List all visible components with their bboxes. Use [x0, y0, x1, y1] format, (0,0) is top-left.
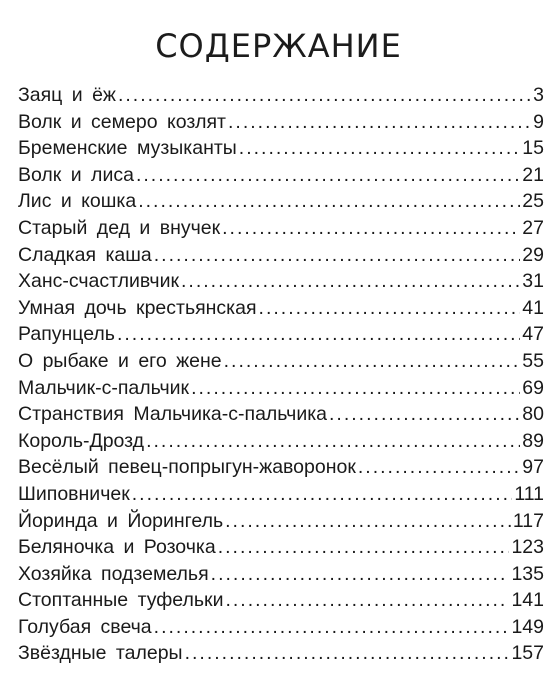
toc-entry-page: 149 [511, 615, 544, 638]
toc-entry [18, 428, 544, 455]
dot-leader [259, 295, 521, 322]
toc-entry-page: 123 [511, 536, 544, 559]
dot-leader [181, 268, 520, 295]
page-title: СОДЕРЖАНИЕ [155, 27, 402, 66]
toc-entry-title: Лис и кошка [18, 190, 137, 213]
toc-entry-page: 141 [511, 589, 544, 612]
dot-leader [132, 481, 513, 508]
toc-entry [18, 82, 544, 109]
toc-entry-title: Звёздные талеры [18, 642, 183, 665]
toc-entry-page: 3 [533, 84, 544, 106]
toc-entry [18, 508, 544, 535]
toc-entry-title: Голубая свеча [18, 615, 152, 638]
dot-leader [154, 614, 510, 641]
toc-entry [18, 242, 544, 269]
dot-leader [228, 109, 531, 136]
toc-entry-page: 41 [522, 296, 544, 319]
toc-entry-title: Заяц и ёж [18, 84, 116, 106]
toc-entry [18, 640, 544, 667]
dot-leader [118, 82, 531, 109]
toc-entry-title: Хозяйка подземелья [18, 562, 209, 585]
toc-entry-title: Бременские музыканты [18, 137, 237, 160]
toc-entry-title: Король-Дрозд [18, 429, 145, 452]
toc-entry-page: 111 [514, 482, 544, 505]
toc-entry-page: 117 [512, 509, 544, 532]
toc-entry-page: 27 [522, 216, 544, 239]
toc-entry-title: О рыбаке и его жене [18, 349, 222, 372]
toc-entry-title: Рапунцель [18, 323, 115, 346]
toc-entry-title: Волк и лиса [18, 163, 134, 186]
toc-entry-page: 89 [522, 429, 544, 452]
toc-entry [18, 135, 544, 162]
dot-leader [138, 188, 520, 215]
dot-leader [222, 215, 520, 242]
toc-entry [18, 162, 544, 189]
toc-entry-page: 55 [522, 349, 544, 372]
dot-leader [185, 640, 510, 667]
toc-entry [18, 109, 544, 136]
toc-entry [18, 348, 544, 375]
toc-entry [18, 268, 544, 295]
toc-entry-title: Йоринда и Йорингель [18, 509, 224, 532]
toc-entry-title: Мальчик-с-пальчик [18, 376, 190, 399]
toc-entry-title: Весёлый певец-попрыгун-жаворонок [18, 456, 356, 479]
toc-entry [18, 375, 544, 402]
toc-entry-title: Умная дочь крестьянская [18, 296, 257, 319]
toc-entry-page: 135 [511, 562, 544, 585]
toc-entry-title: Ханс-счастливчик [18, 270, 179, 293]
toc-entry-page: 69 [522, 376, 544, 399]
toc-entry-title: Странствия Мальчика-с-пальчика [18, 403, 328, 426]
toc-entry-title: Старый дед и внучек [18, 216, 221, 239]
dot-leader [225, 587, 509, 614]
toc-entry [18, 481, 544, 508]
dot-leader [225, 508, 511, 535]
toc-entry [18, 534, 544, 561]
toc-entry [18, 561, 544, 588]
dot-leader [358, 454, 520, 481]
toc-entry [18, 401, 544, 428]
dot-leader [329, 401, 520, 428]
toc-entry-title: Волк и семеро козлят [18, 110, 226, 133]
toc-entry-page: 9 [533, 110, 544, 133]
toc-entry [18, 321, 544, 348]
dot-leader [191, 375, 520, 402]
toc-entry-page: 97 [522, 456, 544, 479]
dot-leader [136, 162, 520, 189]
toc-entry-title: Шиповничек [18, 482, 130, 505]
dot-leader [146, 428, 520, 455]
toc-entry [18, 295, 544, 322]
dot-leader [154, 242, 521, 269]
toc-entry [18, 614, 544, 641]
toc-entry [18, 188, 544, 215]
toc-entry [18, 587, 544, 614]
toc-entry-page: 47 [522, 323, 544, 346]
toc-entry-title: Беляночка и Розочка [18, 536, 216, 559]
toc-entry-page: 157 [511, 642, 544, 665]
toc-entry [18, 215, 544, 242]
toc-entry-title: Стоптанные туфельки [18, 589, 224, 612]
dot-leader [224, 348, 521, 375]
dot-leader [117, 321, 520, 348]
toc-entry-page: 31 [522, 270, 544, 293]
toc-entry-title: Сладкая каша [18, 243, 152, 266]
dot-leader [211, 561, 510, 588]
toc-entry-page: 29 [522, 243, 544, 266]
table-of-contents [18, 82, 544, 667]
toc-entry-page: 25 [522, 190, 544, 213]
toc-entry-page: 21 [522, 163, 544, 186]
dot-leader [218, 534, 510, 561]
toc-entry-page: 15 [522, 137, 544, 160]
toc-entry [18, 454, 544, 481]
toc-entry-page: 80 [522, 403, 544, 426]
dot-leader [239, 135, 521, 162]
